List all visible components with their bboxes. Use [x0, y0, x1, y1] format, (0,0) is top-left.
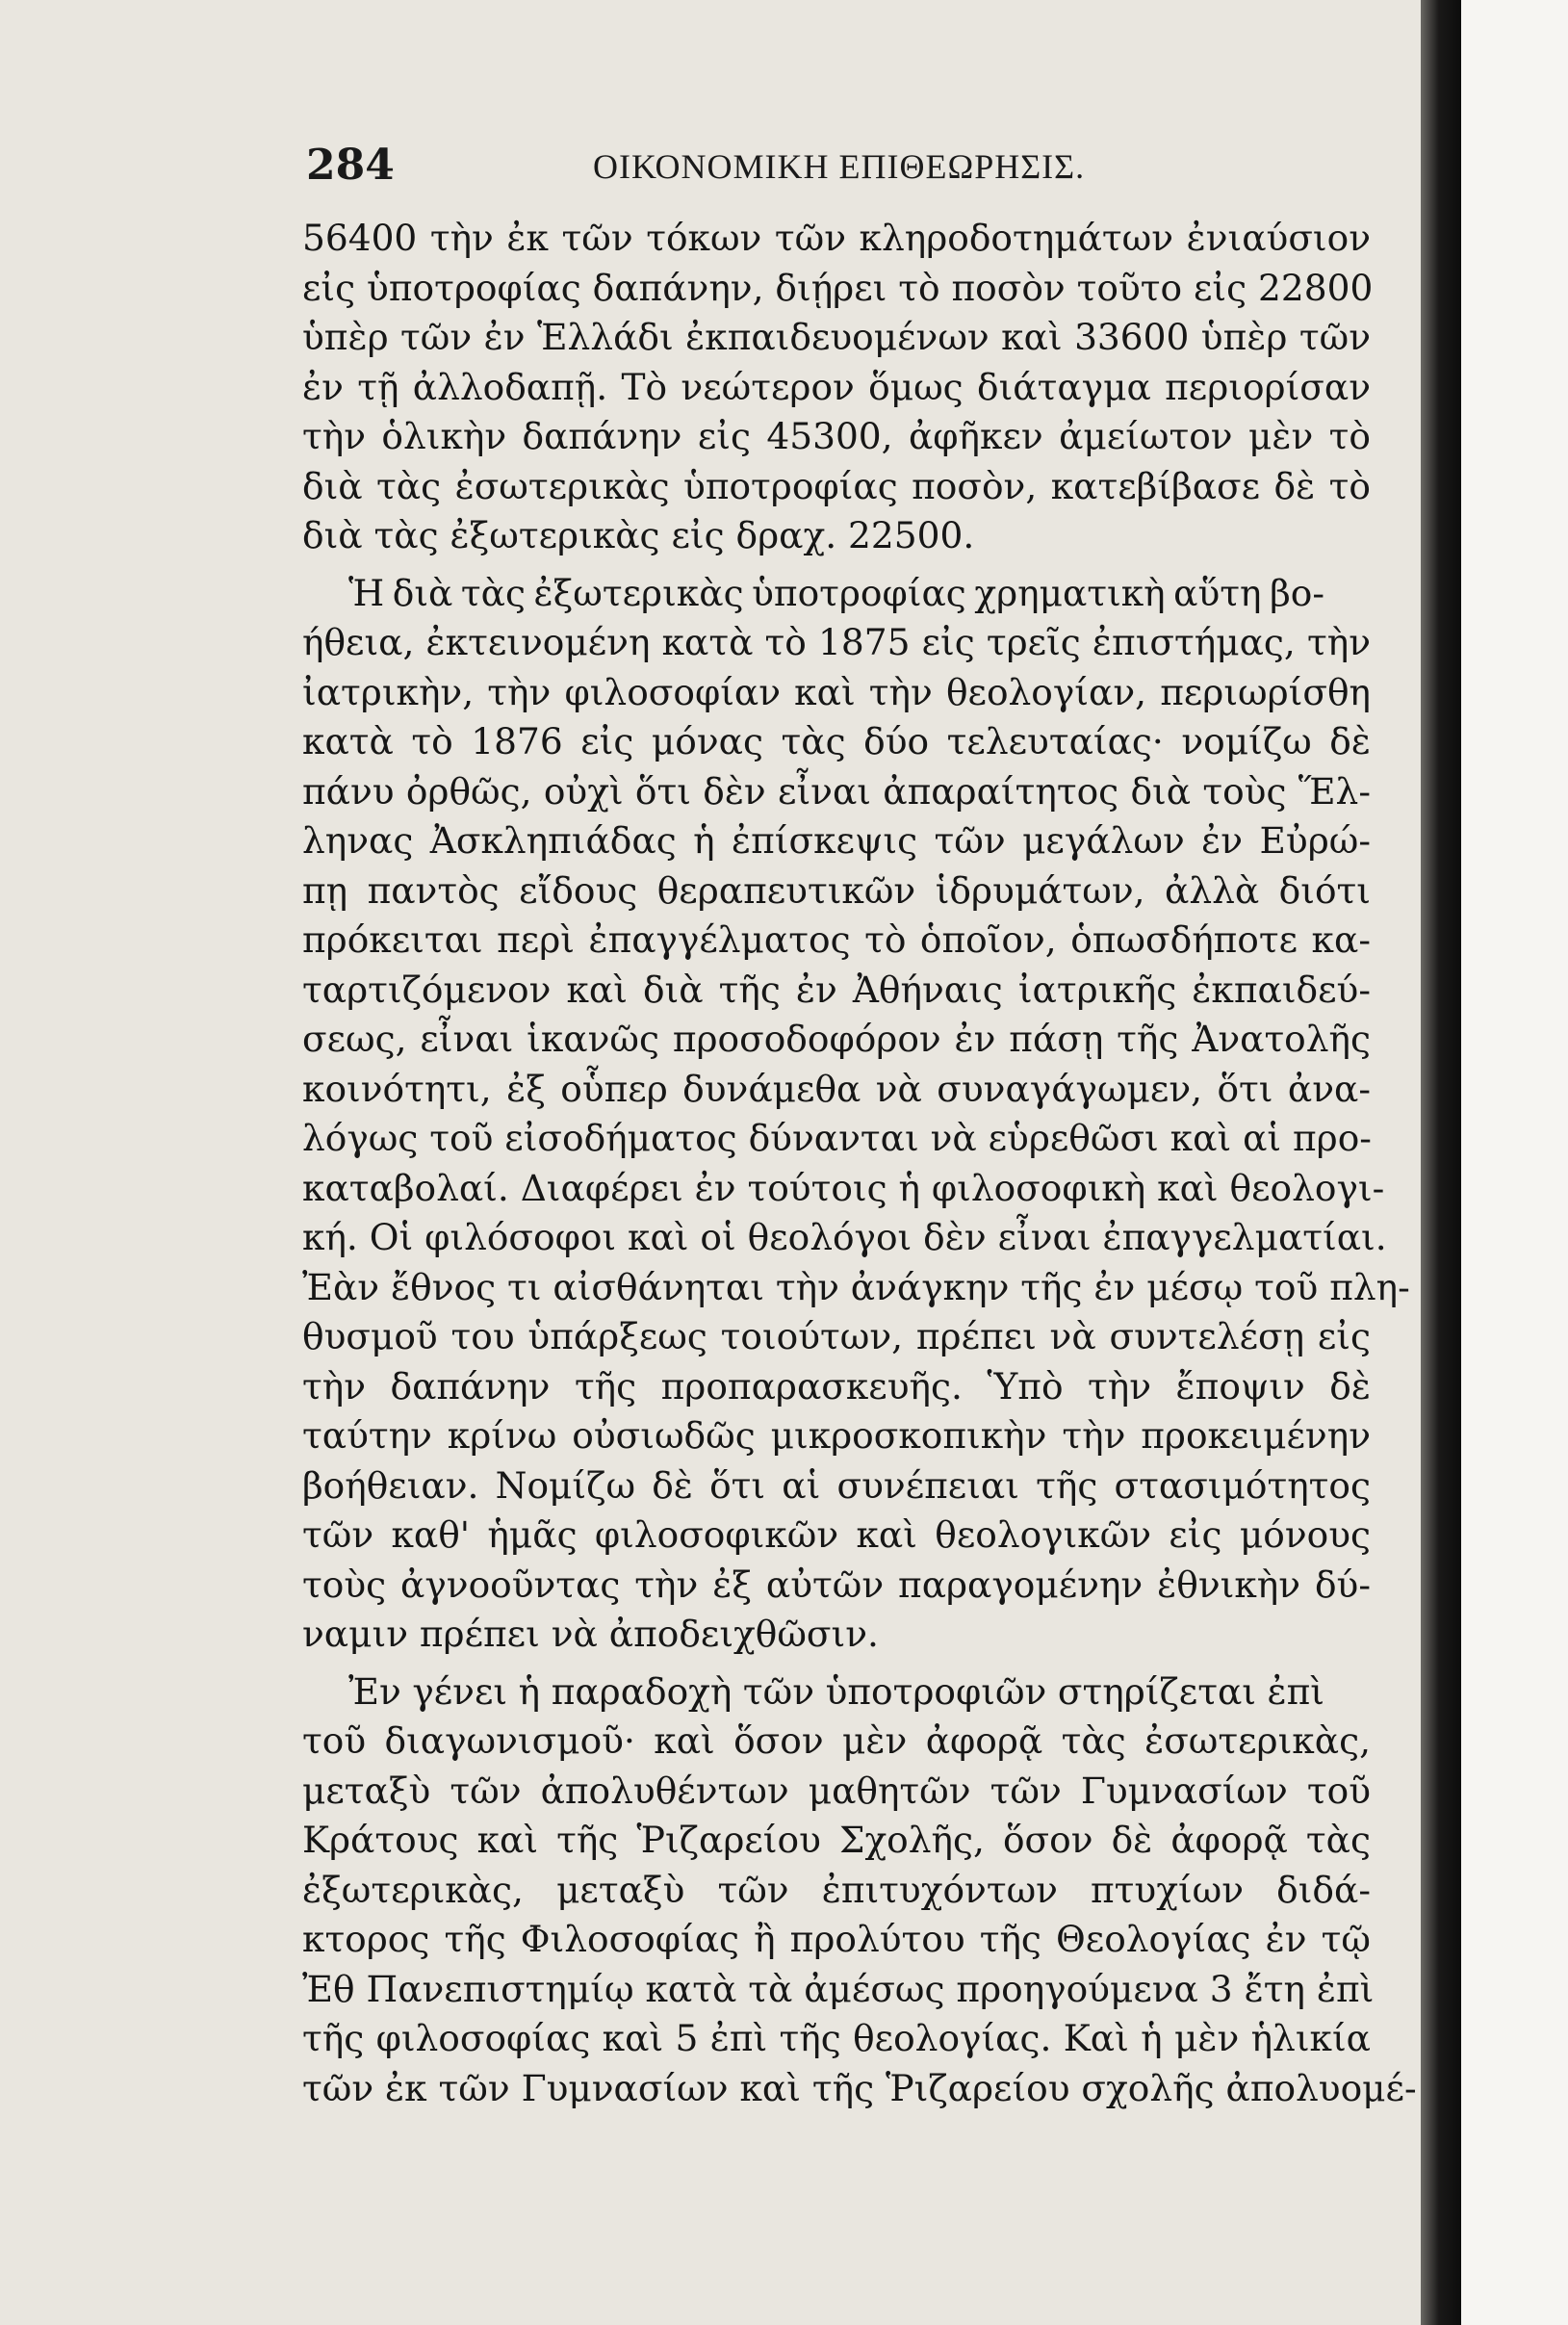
facing-page-edge: [1461, 0, 1568, 2325]
text-line: ήθεια, ἐκτεινομένη κατὰ τὸ 1875 εἰς τρεῖς ἐπιστήμας, τὴν: [302, 621, 1371, 663]
text-line: τοῦ διαγωνισμοῦ· καὶ ὅσον μὲν ἀφορᾷ τὰς ἐσωτερικὰς,: [302, 1719, 1371, 1762]
paragraph: [302, 214, 1390, 561]
text-line: σεως, εἶναι ἱκανῶς προσοδοφόρον ἐν πάσῃ τῆς Ἀνατολῆς: [302, 1018, 1371, 1060]
page-header: [306, 141, 1346, 194]
text-line: πάνυ ὀρθῶς, οὐχὶ ὅτι δὲν εἶναι ἀπαραίτητος διὰ τοὺς Ἕλ-: [302, 769, 1371, 813]
text-line: ἰατρικὴν, τὴν φιλοσοφίαν καὶ τὴν θεολογίαν, περιωρίσθη: [302, 670, 1371, 713]
text-line: ταρτιζόμενον καὶ διὰ τῆς ἐν Ἀθήναις ἰατρικῆς ἐκπαιδεύ-: [302, 968, 1371, 1011]
text-line: τὴν δαπάνην τῆς προπαρασκευῆς. Ὑπὸ τὴν ἔποψιν δὲ: [302, 1364, 1371, 1408]
text-line: Ἐθ Πανεπιστημίῳ κατὰ τὰ ἀμέσως προηγούμενα 3 ἔτη ἐπὶ: [302, 1967, 1375, 2010]
text-line: θυσμοῦ του ὑπάρξεως τοιούτων, πρέπει νὰ συντελέσῃ εἰς: [302, 1315, 1371, 1357]
text-line: κτορος τῆς Φιλοσοφίας ἢ προλύτου τῆς Θεολογίας ἐν τῷ: [302, 1918, 1371, 1960]
text-line: Κράτους καὶ τῆς Ῥιζαρείου Σχολῆς, ὅσον δὲ ἀφορᾷ τὰς: [302, 1819, 1371, 1861]
text-line: 56400 τὴν ἐκ τῶν τόκων τῶν κληροδοτημάτων ἐνιαύσιον: [302, 217, 1371, 259]
text-line: κή. Οἱ φιλόσοφοι καὶ οἱ θεολόγοι δὲν εἶναι ἐπαγγελματίαι.: [302, 1216, 1387, 1258]
text-line: πῃ παντὸς εἴδους θεραπευτικῶν ἱδρυμάτων, ἀλλὰ διότι: [302, 868, 1371, 912]
text-line: κατὰ τὸ 1876 εἰς μόνας τὰς δύο τελευταίας· νομίζω δὲ: [302, 720, 1371, 762]
text-line: καταβολαί. Διαφέρει ἐν τούτοις ἡ φιλοσοφικὴ καὶ θεολογι-: [302, 1166, 1385, 1209]
paragraph: [302, 1667, 1417, 2114]
text-line: ναμιν πρέπει νὰ ἀποδειχθῶσιν.: [302, 1613, 879, 1655]
running-head: ΟΙΚΟΝΟΜΙΚΗ ΕΠΙΘΕΩΡΗΣΙΣ.: [593, 147, 1086, 186]
text-line: τῆς φιλοσοφίας καὶ 5 ἐπὶ τῆς θεολογίας. Καὶ ἡ μὲν ἡλικία: [302, 2017, 1371, 2059]
text-line: Ἐὰν ἔθνος τι αἰσθάνηται τὴν ἀνάγκην τῆς ἐν μέσῳ τοῦ πλη-: [302, 1265, 1410, 1308]
text-line: κοινότητι, ἐξ οὗπερ δυνάμεθα νὰ συναγάγωμεν, ὅτι ἀνα-: [302, 1067, 1371, 1110]
body-text: [302, 214, 1417, 2113]
text-line: τῶν ἐκ τῶν Γυμνασίων καὶ τῆς Ῥιζαρείου σχολῆς ἀπολυομέ-: [302, 2066, 1417, 2109]
text-line: ἐν τῇ ἀλλοδαπῇ. Τὸ νεώτερον ὅμως διάταγμα περιορίσαν: [302, 365, 1371, 408]
text-line: βοήθειαν. Νομίζω δὲ ὅτι αἱ συνέπειαι τῆς στασιμότητος: [302, 1463, 1371, 1507]
book-spine-shadow: [1421, 0, 1461, 2325]
text-line: διὰ τὰς ἐξωτερικὰς εἰς δραχ. 22500.: [302, 514, 975, 556]
text-line: ταύτην κρίνω οὐσιωδῶς μικροσκοπικὴν τὴν προκειμένην: [302, 1414, 1371, 1457]
text-line: πρόκειται περὶ ἐπαγγέλματος τὸ ὁποῖον, ὁπωσδήποτε κα-: [302, 918, 1371, 961]
text-line: τὴν ὁλικὴν δαπάνην εἰς 45300, ἀφῆκεν ἀμείωτον μὲν τὸ: [302, 415, 1371, 457]
text-line: λόγως τοῦ εἰσοδήματος δύνανται νὰ εὑρεθῶσι καὶ αἱ προ-: [302, 1117, 1372, 1159]
page-number: 284: [306, 141, 395, 190]
paragraph: [302, 569, 1410, 1660]
text-line: Ἡ διὰ τὰς ἐξωτερικὰς ὑποτροφίας χρηματικὴ αὕτη βο-: [348, 571, 1324, 614]
text-line: ἐξωτερικὰς, μεταξὺ τῶν ἐπιτυχόντων πτυχίων διδά-: [302, 1868, 1371, 1911]
text-line: διὰ τὰς ἐσωτερικὰς ὑποτροφίας ποσὸν, κατεβίβασε δὲ τὸ: [302, 464, 1371, 507]
text-line: τοὺς ἀγνοοῦντας τὴν ἐξ αὐτῶν παραγομένην ἐθνικὴν δύ-: [302, 1563, 1371, 1606]
text-line: ὑπὲρ τῶν ἐν Ἑλλάδι ἐκπαιδευομένων καὶ 33600 ὑπὲρ τῶν: [302, 316, 1371, 358]
text-line: εἰς ὑποτροφίας δαπάνην, διῄρει τὸ ποσὸν τοῦτο εἰς 22800: [302, 266, 1374, 309]
text-line: τῶν καθ' ἡμᾶς φιλοσοφικῶν καὶ θεολογικῶν εἰς μόνους: [302, 1513, 1371, 1556]
text-line: ληνας Ἀσκληπιάδας ἡ ἐπίσκεψις τῶν μεγάλων ἐν Εὐρώ-: [302, 819, 1371, 862]
text-line: Ἐν γένει ἡ παραδοχὴ τῶν ὑποτροφιῶν στηρίζεται ἐπὶ: [348, 1669, 1324, 1713]
text-line: μεταξὺ τῶν ἀπολυθέντων μαθητῶν τῶν Γυμνασίων τοῦ: [302, 1769, 1371, 1812]
